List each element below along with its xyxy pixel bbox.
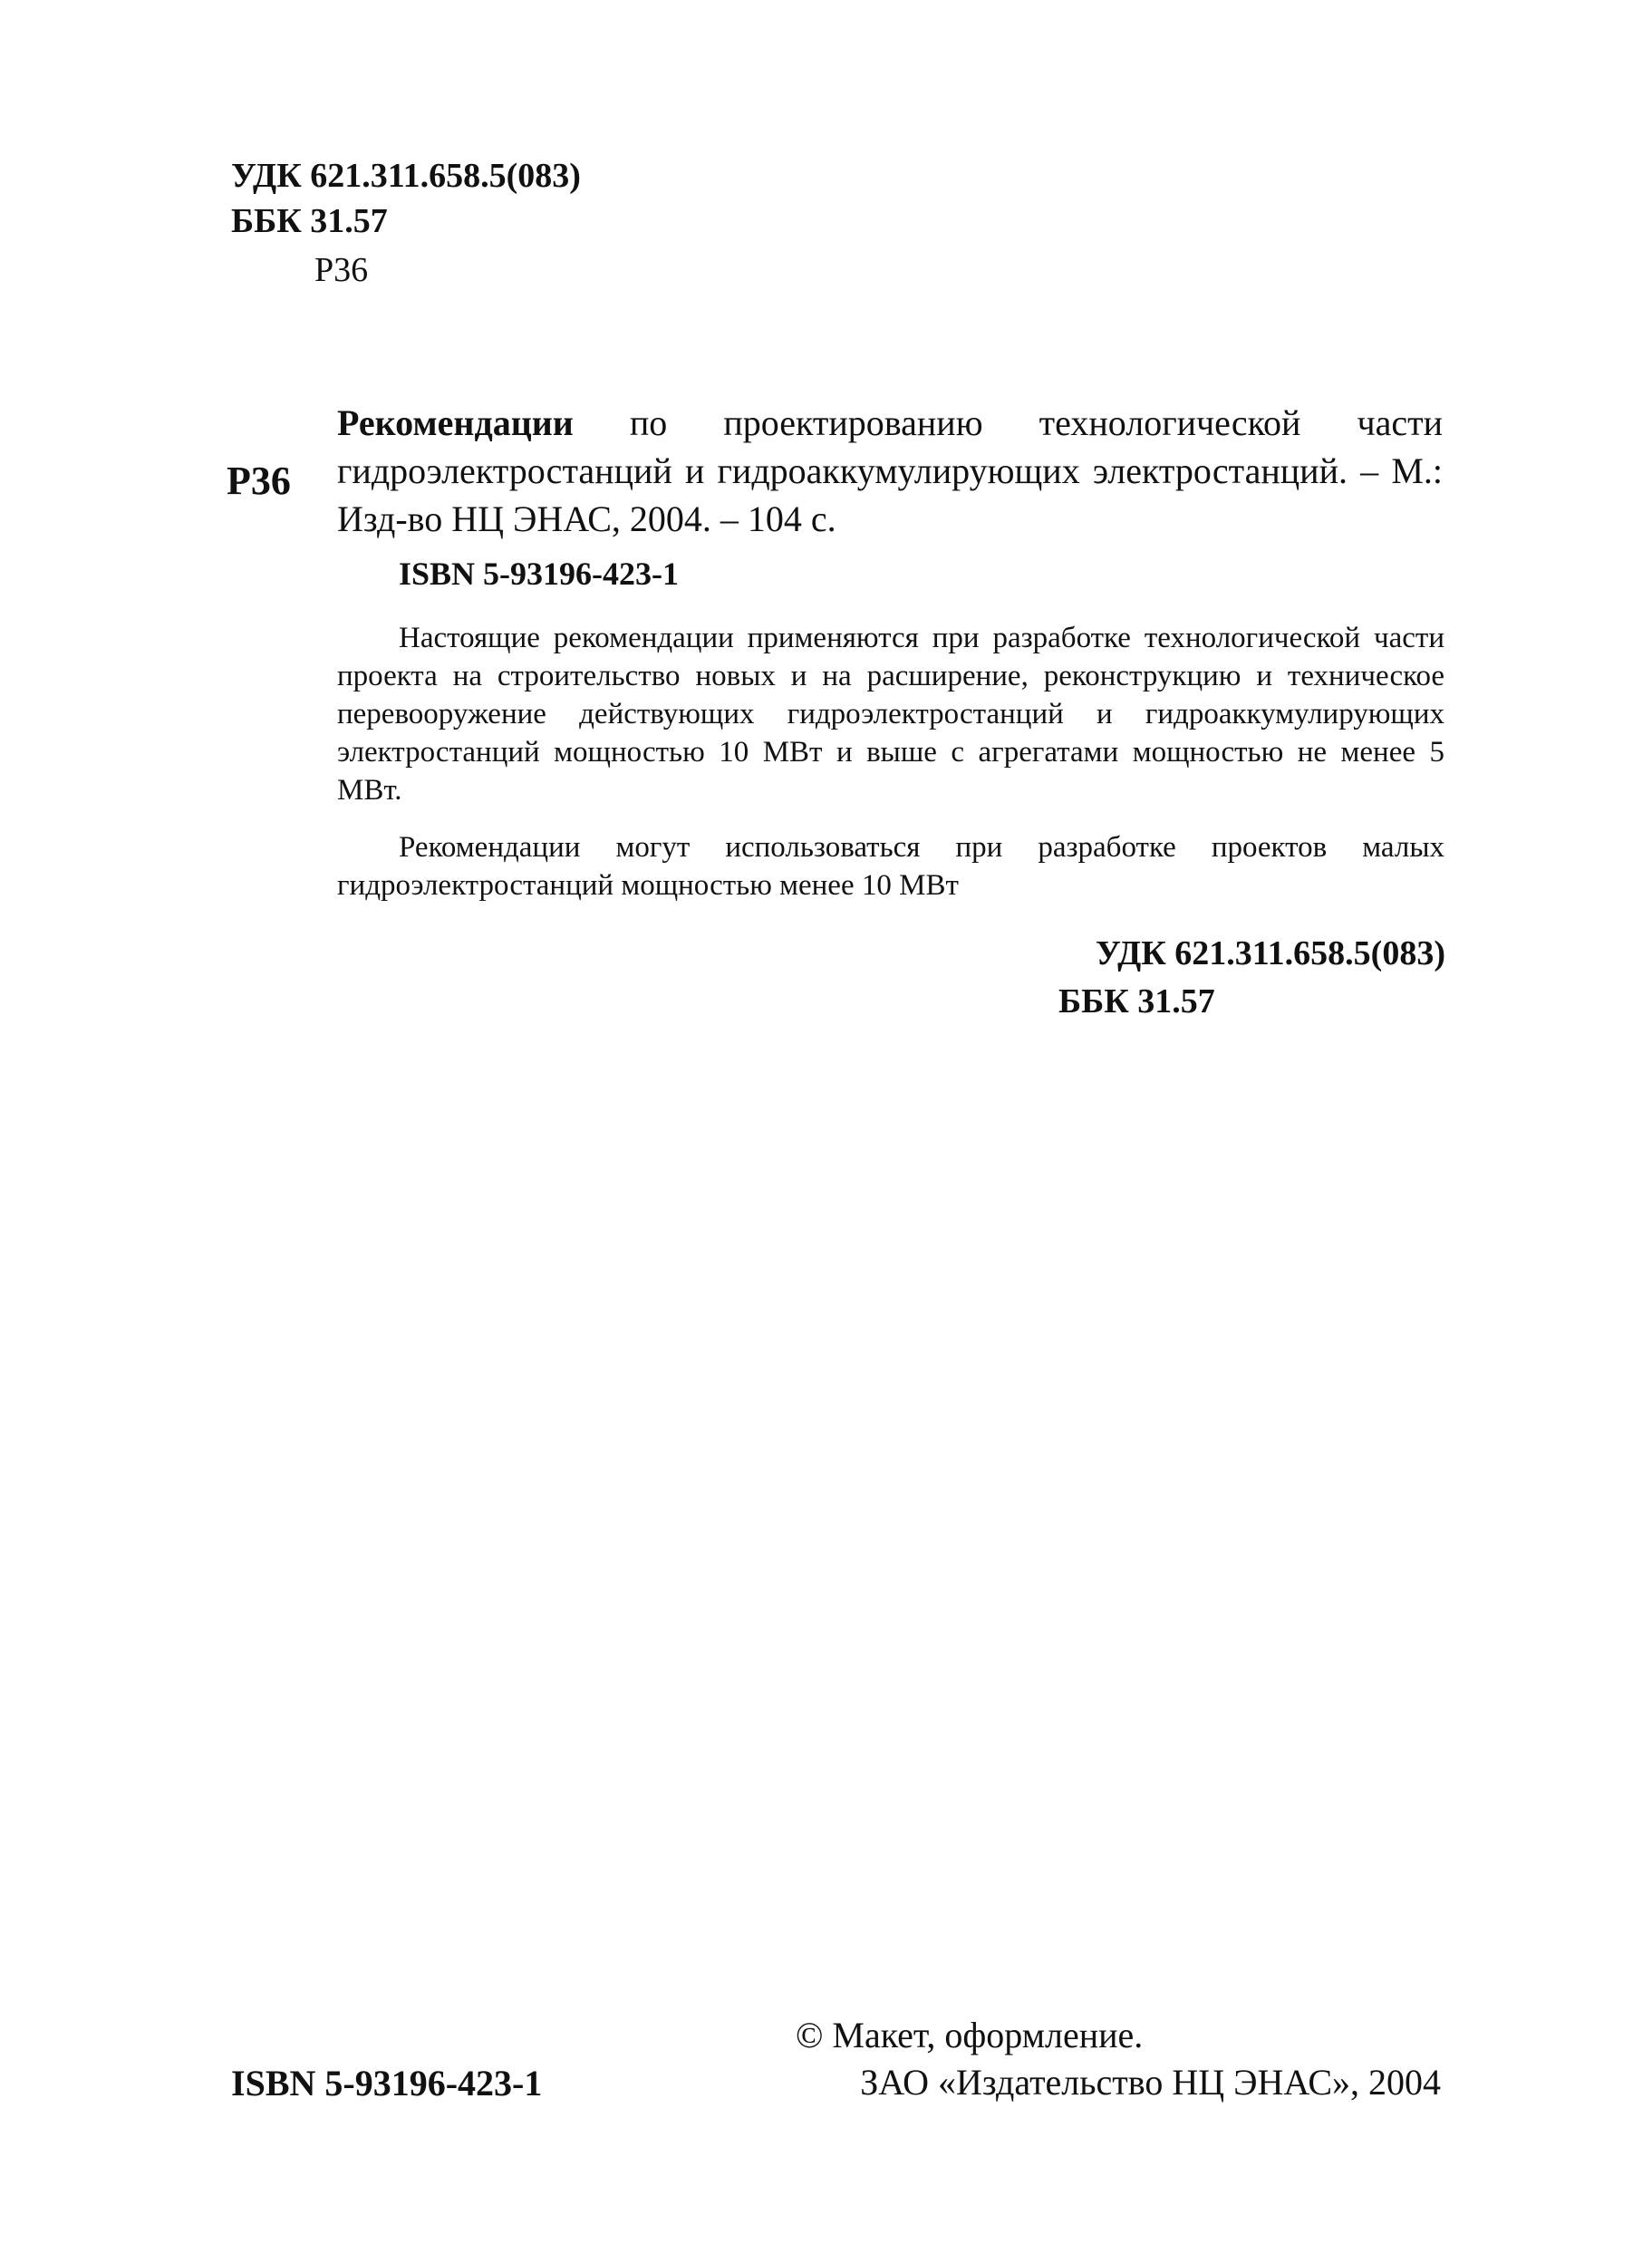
bibliographic-entry: [337, 399, 1443, 543]
entry-title-bold: Рекомендации: [337, 402, 574, 443]
copyright-line-1: © Макет, оформление.: [796, 2015, 1144, 2055]
entry-author-code: Р36: [227, 459, 291, 503]
header-author-code: Р36: [314, 251, 369, 289]
annotation-paragraph-2: Рекомендации могут использоваться при разработке проектов малых гидроэлектростанций мощностью менее 10 МВт: [337, 831, 1444, 902]
entry-title-rest: по проектированию технологической части гидроэлектростанций и гидроаккумулирующих электростанций. – М.: Изд-во НЦ ЭНАС, 2004. – 104 с.: [337, 402, 1443, 539]
entry-isbn: ISBN 5-93196-423-1: [399, 556, 680, 592]
header-bbk: ББК 31.57: [231, 202, 388, 240]
classification-udk: УДК 621.311.658.5(083): [1096, 934, 1445, 972]
annotation-paragraph-1: Настоящие рекомендации применяются при разработке технологической части проекта на строительство новых и на расширение, реконструкцию и техническое перевооружение действующих гидроэлектростанций и гидроаккумулирующих электростанций мощностью 10 МВт и выше с агрегатами мощностью не менее 5 МВт.: [337, 622, 1444, 807]
copyright-line-2: ЗАО «Издательство НЦ ЭНАС», 2004: [860, 2062, 1441, 2103]
footer-isbn: ISBN 5-93196-423-1: [231, 2063, 543, 2103]
header-udk: УДК 621.311.658.5(083): [231, 157, 581, 195]
classification-bbk: ББК 31.57: [1058, 982, 1215, 1020]
